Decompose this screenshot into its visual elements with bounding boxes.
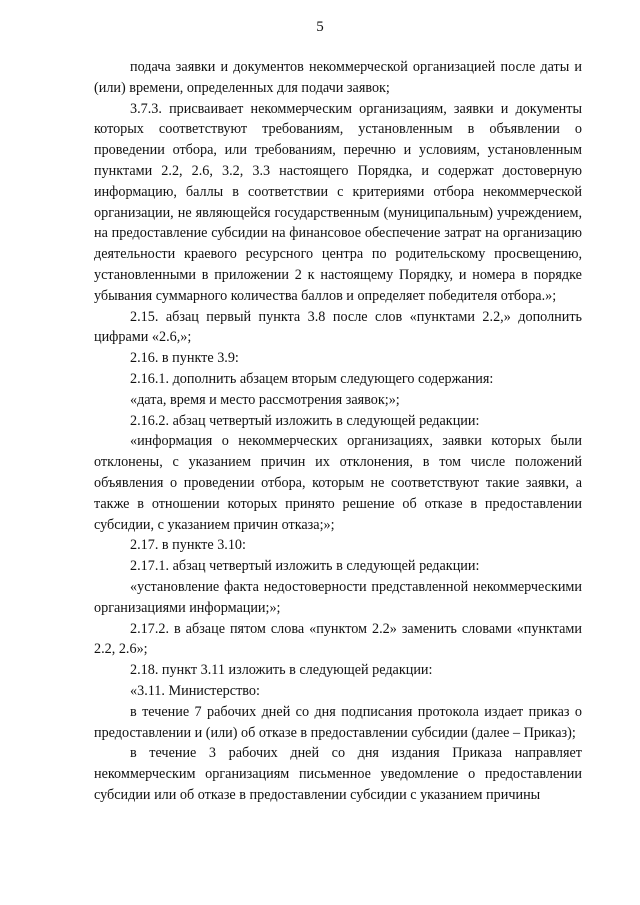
paragraph: 2.16. в пункте 3.9: [130, 350, 239, 367]
paragraph: 2.17. в пункте 3.10: [130, 537, 246, 554]
paragraph: 2.18. пункт 3.11 изложить в следующей редакции: [130, 662, 433, 679]
paragraph: в течение 3 рабочих дней со дня издания Приказа направляет некоммерческим организациям письменное уведомление о предоставлении субсидии или об отказе в предоставлении субсидии с указанием причины [94, 745, 582, 803]
paragraph: «дата, время и место рассмотрения заявок;»; [130, 391, 400, 408]
paragraph: «3.11. Министерство: [130, 682, 260, 699]
paragraph: 2.16.2. абзац четвертый изложить в следующей редакции: [130, 412, 480, 429]
paragraph: 2.16.1. дополнить абзацем вторым следующего содержания: [130, 370, 494, 387]
paragraph: 2.17.1. абзац четвертый изложить в следующей редакции: [130, 558, 480, 575]
paragraph: «информация о некоммерческих организациях, заявки которых были отклонены, с указанием причин их отклонения, в том числе положений объявления о проведении отбора, которым не соответствуют такие заявки, а также в отношении которых принято решение об отказе в предоставлении субсидии, с указанием причин отказа;»; [94, 433, 582, 533]
page-number: 5 [316, 19, 324, 35]
paragraph: в течение 7 рабочих дней со дня подписания протокола издает приказ о предоставлении и (или) об отказе в предоставлении субсидии (далее – Приказ); [94, 703, 582, 741]
paragraph: 3.7.3. присваивает некоммерческим организациям, заявки и документы которых соответствуют требованиям, установленным в объявлении о проведении отбора, или требованиям, перечню и условиям, установленным пунктами 2.2, 2.6, 3.2, 3.3 настоящего Порядка, и содержат достоверную информацию, баллы в соответствии с критериями отбора некоммерческой организации, не являющейся государственным (муниципальным) учреждением, на предоставление субсидии на финансовое обеспечение затрат на организацию деятельности краевого ресурсного центра по родительскому просвещению, установленными в приложении 2 к настоящему Порядку, и номера в порядке убывания суммарного количества баллов и определяет победителя отбора.»; [94, 100, 582, 304]
paragraph: подача заявки и документов некоммерческой организацией после даты и (или) времени, определенных для подачи заявок; [94, 59, 582, 96]
paragraph: «установление факта недостоверности представленной некоммерческими организациями информации;»; [94, 578, 582, 616]
paragraph: 2.15. абзац первый пункта 3.8 после слов «пунктами 2.2,» дополнить цифрами «2.6,»; [94, 308, 582, 346]
document-body [94, 57, 582, 806]
paragraph: 2.17.2. в абзаце пятом слова «пунктом 2.2» заменить словами «пунктами 2.2, 2.6»; [94, 620, 582, 658]
